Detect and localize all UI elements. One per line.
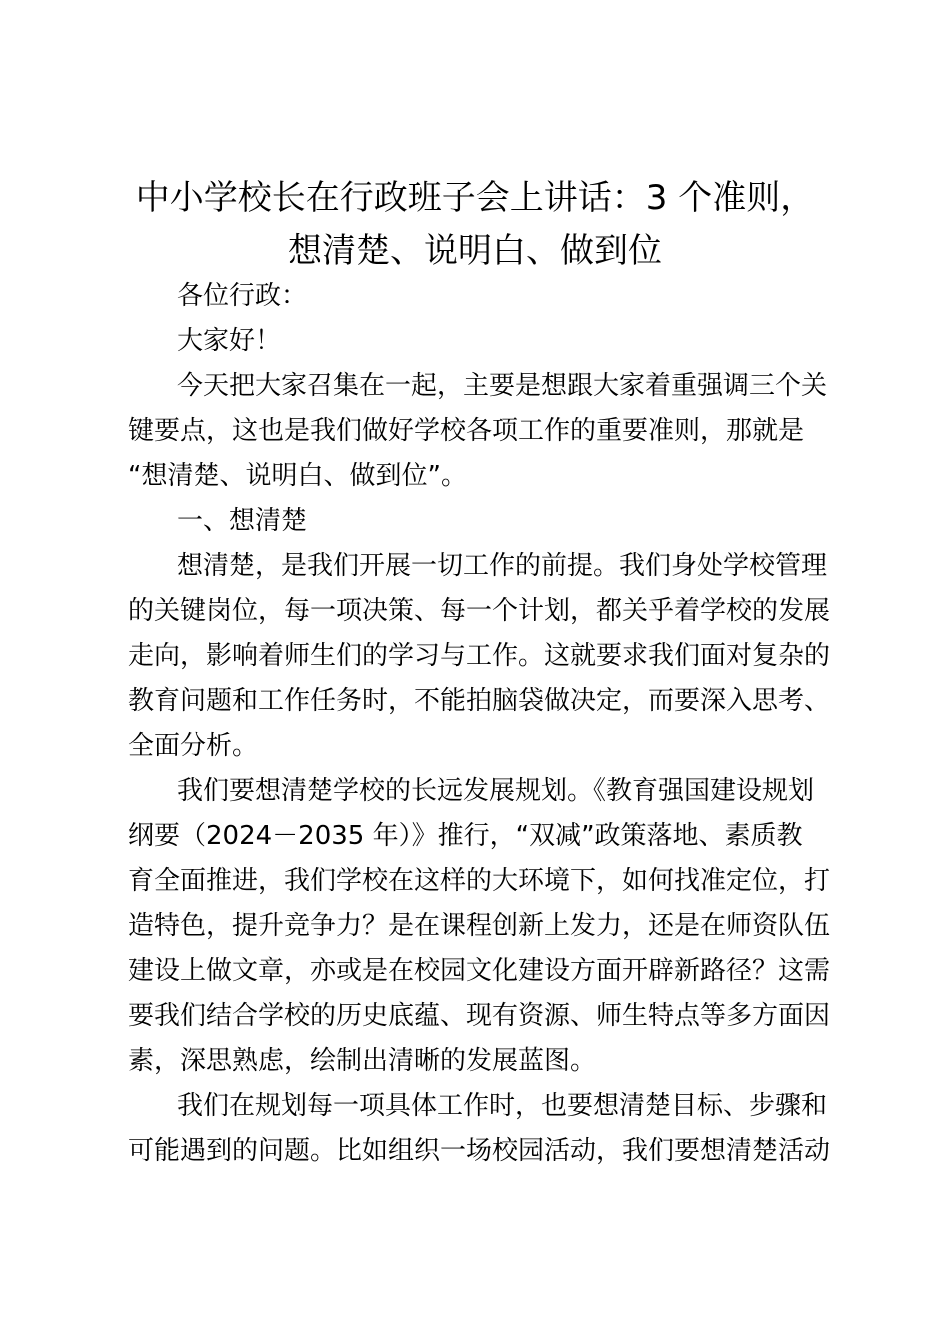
paragraph-3-line-3: 育全面推进，我们学校在这样的大环境下，如何找准定位，打 [128, 866, 831, 896]
paragraph-3-line-2: 纲要（2024－2035 年）》推行，“双减”政策落地、素质教 [128, 821, 803, 851]
salutation-line: 各位行政： [177, 281, 308, 311]
paragraph-4-line-2: 可能遇到的问题。比如组织一场校园活动，我们要想清楚活动 [128, 1136, 831, 1166]
paragraph-2-line-1: 想清楚，是我们开展一切工作的前提。我们身处学校管理 [177, 551, 828, 581]
paragraph-4-line-1: 我们在规划每一项具体工作时，也要想清楚目标、步骤和 [177, 1091, 828, 1121]
paragraph-1-line-1: 今天把大家召集在一起，主要是想跟大家着重强调三个关 [177, 371, 828, 401]
paragraph-2-line-4: 教育问题和工作任务时，不能拍脑袋做决定，而要深入思考、 [128, 686, 831, 716]
paragraph-2-line-5: 全面分析。 [128, 731, 259, 761]
paragraph-2-line-3: 走向，影响着师生们的学习与工作。这就要求我们面对复杂的 [128, 641, 831, 671]
paragraph-3-line-1: 我们要想清楚学校的长远发展规划。《教育强国建设规划 [177, 776, 815, 806]
paragraph-1-line-2: 键要点，这也是我们做好学校各项工作的重要准则，那就是 [128, 416, 805, 446]
paragraph-3-line-6: 要我们结合学校的历史底蕴、现有资源、师生特点等多方面因 [128, 1001, 831, 1031]
section-heading-1: 一、想清楚 [177, 506, 308, 536]
greeting-line: 大家好！ [177, 326, 282, 356]
paragraph-1-line-3: “想清楚、说明白、做到位”。 [128, 461, 467, 491]
document-title-line-2: 想清楚、说明白、做到位 [288, 231, 662, 271]
paragraph-2-line-2: 的关键岗位，每一项决策、每一个计划，都关乎着学校的发展 [128, 596, 831, 626]
paragraph-3-line-5: 建设上做文章，亦或是在校园文化建设方面开辟新路径？这需 [128, 956, 831, 986]
document-title-line-1: 中小学校长在行政班子会上讲话：3 个准则， [135, 178, 815, 218]
paragraph-3-line-7: 素，深思熟虑，绘制出清晰的发展蓝图。 [128, 1046, 597, 1076]
paragraph-3-line-4: 造特色，提升竞争力？是在课程创新上发力，还是在师资队伍 [128, 911, 831, 941]
